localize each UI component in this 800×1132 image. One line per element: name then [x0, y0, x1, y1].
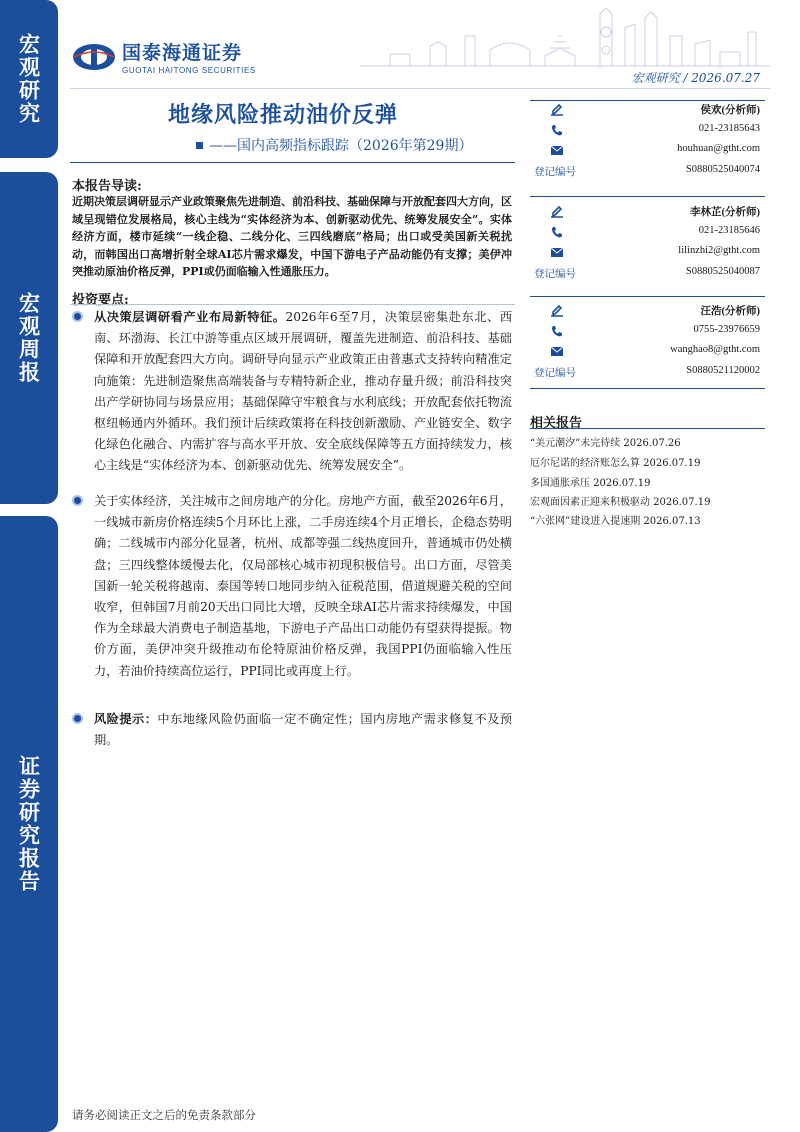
report-category-date: 宏观研究 / 2026.07.27: [631, 71, 760, 85]
mail-icon: [550, 344, 564, 358]
analyst-name: 侯欢(分析师): [700, 105, 760, 116]
registration-label: 登记编号: [534, 267, 576, 280]
analyst-registration-no: S0880525040087: [685, 265, 760, 277]
analyst-phone: 021-23185646: [698, 224, 760, 236]
analyst-registration-no: S0880521120002: [686, 364, 760, 376]
sidebar-tab-macro-weekly: 宏观周报: [0, 172, 58, 504]
registration-label: 登记编号: [534, 165, 576, 178]
analyst-email[interactable]: wanghao8@gtht.com: [670, 344, 760, 355]
logo-name-en: GUOTAI HAITONG SECURITIES: [122, 66, 256, 75]
guide-body: 近期决策层调研显示产业政策聚焦先进制造、前沿科技、基础保障与开放配套四大方向，区域呈现错位发展格局，核心主线为“实体经济为本、创新驱动优先、统筹发展安全”。实体经济方面，楼市延续“一线企稳、二线分化、三四线磨底”格局；出口或受美国新关税扰动，而韩国出口高增折射全球AI芯片需求爆发，中国下游电子产品动能仍有支撑；美伊冲突推动原油价格反弹，PPI或仍面临输入性通胀压力。: [72, 195, 512, 278]
analyst-phone: 0755-23976659: [693, 323, 760, 335]
analyst-card: [530, 99, 770, 181]
report-title: 地缘风险推动油价反弹: [168, 102, 399, 128]
analyst-email[interactable]: houhuan@gtht.com: [677, 143, 760, 154]
related-report-item[interactable]: 多国通胀承压 2026.07.19: [530, 478, 651, 489]
phone-icon: [550, 123, 564, 137]
analyst-card: [530, 201, 770, 283]
invest-point: [72, 491, 512, 682]
analyst-phone: 021-23185643: [698, 122, 760, 134]
city-skyline-illustration: [360, 6, 770, 68]
invest-point: [72, 307, 512, 477]
guide-heading: 本报告导读:: [72, 179, 142, 194]
related-report-item[interactable]: 宏观面因素正迎来积极驱动 2026.07.19: [530, 497, 711, 508]
pen-icon: [550, 102, 564, 116]
analyst-registration-no: S0880525040074: [685, 163, 760, 175]
analyst-divider: [530, 196, 765, 197]
phone-icon: [550, 225, 564, 239]
company-logo: [72, 38, 256, 75]
pen-icon: [550, 204, 564, 218]
mail-icon: [550, 143, 564, 157]
invest-point-text: 关于实体经济，关注城市之间房地产的分化。房地产方面，截至2026年6月，一线城市新房价格连续5个月环比上涨，二手房连续4个月正增长，企稳态势明确；二线城市内部分化显著，杭州、成都等强二线热度回升，普通城市仍处横盘；三四线整体缓慢去化，仅局部核心城市初现积极信号。出口方面，尽管美国新一轮关税将越南、泰国等转口地同步纳入征税范围，借道规避关税的空间收窄，但韩国7月前20天出口同比大增，反映全球AI芯片需求持续爆发，中国作为全球最大消费电子制造基地，下游电子产品出口动能仍有望获得提振。物价方面，美伊冲突升级推动布伦特原油价格反弹，我国PPI仍面临输入性压力，若油价持续高位运行，PPI同比或再度上行。: [94, 494, 512, 678]
invest-point-text: 从决策层调研看产业布局新特征。2026年6至7月，决策层密集赴东北、西南、环渤海、长江中游等重点区域开展调研，覆盖先进制造、前沿科技、基础保障和开放配套四大方向。调研导向显示产业政策正由普惠式支持转向精准定向施策：先进制造聚焦高端装备与专精特新企业，推动存量升级；前沿科技突出产学研协同与场景应用；基础保障守牢粮食与水利底线；开放配套依托物流枢纽畅通内外循环。我们预计后续政策将在科技创新激励、产业链安全、数字化绿色化融合、内需扩容与高水平开放、安全底线保障等五方面持续发力，核心主线是“实体经济为本、创新驱动优先、统筹发展安全”。: [94, 310, 513, 473]
invest-point-text: 风险提示：中东地缘风险仍面临一定不确定性；国内房地产需求修复不及预期。: [94, 712, 513, 748]
registration-label: 登记编号: [534, 366, 576, 379]
analyst-name: 汪浩(分析师): [700, 306, 760, 317]
analyst-divider: [530, 388, 765, 389]
sidebar-tab-macro-research: 宏观研究: [0, 0, 58, 158]
report-subtitle: ——国内高频指标跟踪（2026年第29期）: [196, 135, 472, 155]
bullet-dot-icon: [72, 311, 83, 322]
related-report-item[interactable]: “美元潮汐”未完待续 2026.07.26: [530, 438, 681, 449]
square-bullet-icon: [196, 142, 203, 149]
related-report-item[interactable]: 厄尔尼诺的经济账怎么算 2026.07.19: [530, 458, 701, 469]
phone-icon: [550, 324, 564, 338]
mail-icon: [550, 245, 564, 259]
pen-icon: [550, 303, 564, 317]
invest-divider: [70, 304, 515, 305]
logo-name-cn: 国泰海通证券: [122, 42, 243, 64]
related-report-item[interactable]: “六张网”建设进入提速期 2026.07.13: [530, 516, 701, 527]
analyst-divider: [530, 296, 765, 297]
invest-point: [72, 709, 512, 751]
related-reports-heading: 相关报告: [530, 416, 583, 431]
bullet-dot-icon: [72, 495, 83, 506]
related-divider: [530, 428, 765, 429]
analyst-email[interactable]: lilinzhi2@gtht.com: [678, 245, 760, 256]
analyst-card: [530, 300, 770, 382]
header-divider: [70, 88, 770, 89]
logo-mark-icon: [72, 43, 116, 71]
title-divider: [70, 162, 515, 163]
bullet-dot-icon: [72, 713, 83, 724]
disclaimer-footer: 请务必阅读正文之后的免责条款部分: [72, 1108, 256, 1122]
invest-points-heading: 投资要点:: [72, 293, 129, 308]
analyst-name: 李林芷(分析师): [690, 207, 760, 218]
sidebar-tab-securities-report: 证券研究报告: [0, 516, 58, 1132]
